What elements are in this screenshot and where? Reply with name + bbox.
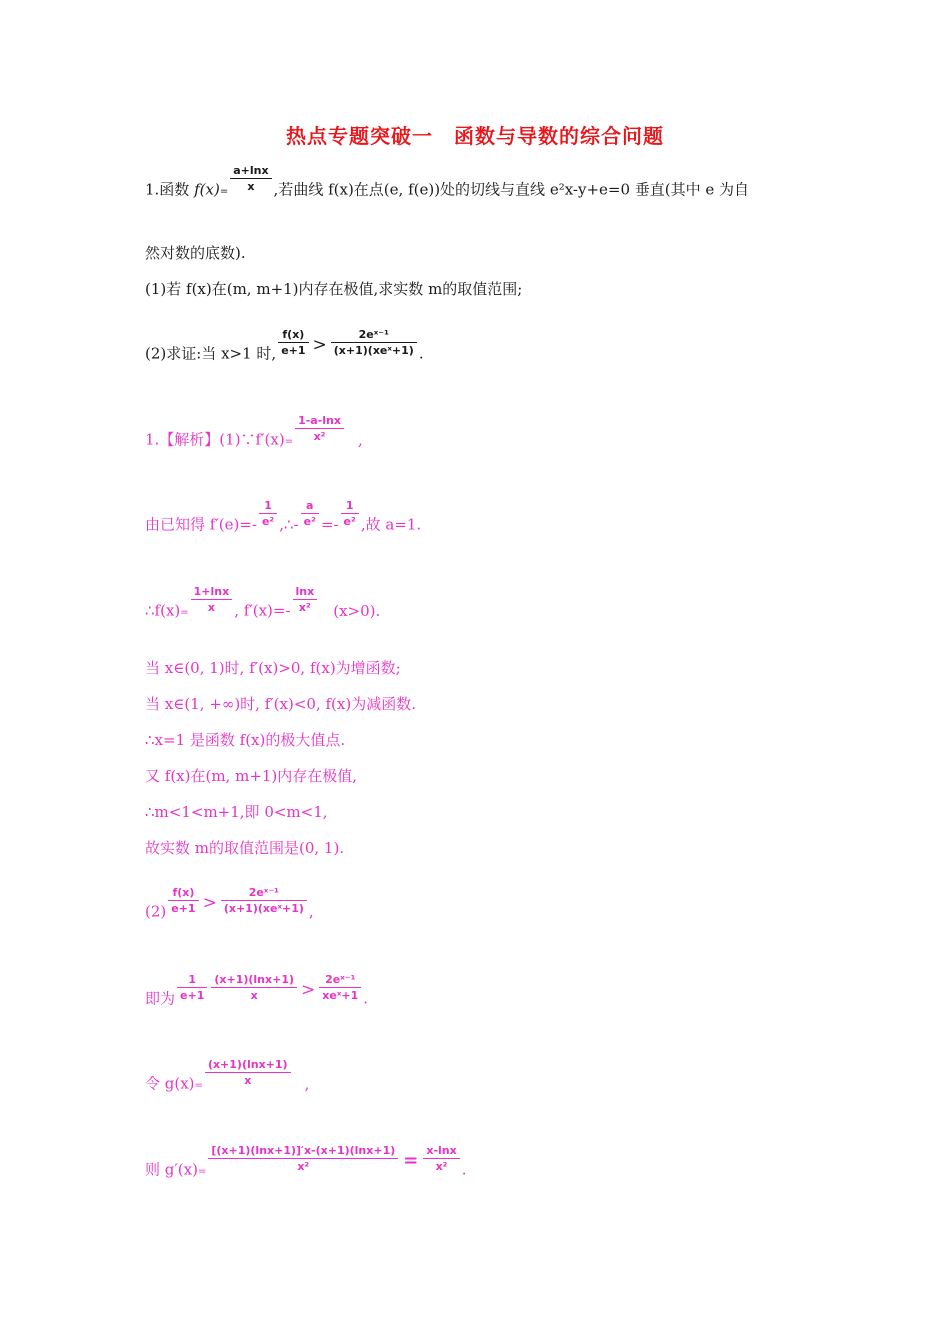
problem-part-1: (1)若 f(x)在(m, m+1)内存在极值,求实数 m的取值范围; [145,280,523,298]
text: , [357,430,363,449]
solution-line-3 [145,585,381,626]
denominator: x² [297,1160,310,1173]
problem-part-2 [145,328,424,369]
numerator: 1+lnx [191,585,233,600]
solution-line-13 [145,1144,467,1185]
fraction [205,1058,291,1087]
fraction [211,973,297,1002]
denominator: x² [313,430,326,443]
text: ∴f(x) [145,601,181,620]
problem-line-2: 然对数的底数). [145,244,246,262]
numerator: a+lnx [230,164,271,179]
text: 1.函数 [145,180,195,199]
solution-line-5: 当 x∈(1, +∞)时, f′(x)<0, f(x)为减函数. [145,695,416,713]
text: 即为 [145,989,176,1008]
fraction [208,1144,398,1173]
text: = [219,186,229,198]
fraction [331,328,417,357]
denominator: (x+1)(xeˣ+1) [223,902,304,915]
greater-than: > [202,892,217,913]
numerator: 2eˣ⁻¹ [331,328,417,343]
text: 令 g(x) [145,1074,195,1093]
denominator: x [250,989,258,1002]
text: ,若曲线 f(x)在点(e, f(e))处的切线与直线 e²x-y+e=0 垂直(其中 e 为自 [273,180,750,199]
fraction [301,499,319,528]
text: =- [320,515,339,534]
fraction [221,886,307,915]
denominator: e² [261,515,275,528]
fraction [191,585,233,614]
denominator: x² [435,1160,448,1173]
numerator: 1 [259,499,277,514]
solution-line-12 [145,1058,310,1099]
text: f(x) [194,180,220,199]
text: ,∴- [279,515,299,534]
text: , [308,902,314,921]
fraction [278,328,308,357]
fraction [168,886,198,915]
fraction [177,973,207,1002]
denominator: (x+1)(xeˣ+1) [333,344,414,357]
text: , f′(x)=- [234,601,291,620]
fraction [295,414,344,443]
problem-line-1 [145,164,750,205]
greater-than: > [312,334,327,355]
solution-line-7: 又 f(x)在(m, m+1)内存在极值, [145,767,358,785]
numerator: 2eˣ⁻¹ [319,973,361,988]
fraction [423,1144,459,1173]
text: 由已知得 f′(e)=- [145,515,257,534]
denominator: e² [303,515,316,528]
denominator: xeˣ+1 [322,989,359,1002]
text: 1.【解析】(1)∵f′(x) [145,430,285,449]
equals-sign: = [403,1149,419,1171]
solution-line-10 [145,886,314,927]
text: , [304,1074,310,1093]
numerator: a [301,499,319,514]
fraction [293,585,318,614]
numerator: (x+1)(lnx+1) [205,1058,291,1073]
numerator: 1 [177,973,207,988]
solution-line-11 [145,973,369,1014]
solution-line-4: 当 x∈(0, 1)时, f′(x)>0, f(x)为增函数; [145,659,401,677]
text: = [180,607,189,619]
text: . [461,1160,467,1179]
numerator: (x+1)(lnx+1) [211,973,297,988]
fraction [230,164,271,193]
denominator: x [207,601,215,614]
numerator: 1-a-lnx [295,414,344,429]
numerator: [(x+1)(lnx+1)]′x-(x+1)(lnx+1) [208,1144,398,1159]
numerator: x-lnx [423,1144,459,1159]
denominator: x [247,180,255,193]
text: (2) [145,902,167,921]
text: (2)求证:当 x>1 时, [145,344,277,363]
text: (x>0). [333,601,381,620]
numerator: lnx [293,585,318,600]
numerator: f(x) [278,328,308,343]
solution-line-8: ∴m<1<m+1,即 0<m<1, [145,803,328,821]
numerator: 2eˣ⁻¹ [221,886,307,901]
solution-line-9: 故实数 m的取值范围是(0, 1). [145,839,345,857]
text: = [194,1080,203,1092]
fraction [259,499,277,528]
solution-line-2 [145,499,422,540]
fraction [341,499,359,528]
denominator: e+1 [180,989,205,1002]
text: = [284,436,294,448]
denominator: e² [343,515,356,528]
denominator: e+1 [281,344,306,357]
solution-line-6: ∴x=1 是函数 f(x)的极大值点. [145,731,346,749]
denominator: e+1 [171,902,196,915]
text: = [197,1166,207,1178]
numerator: f(x) [168,886,198,901]
numerator: 1 [341,499,359,514]
fraction [319,973,361,1002]
page-title: 热点专题突破一 函数与导数的综合问题 [286,124,664,148]
text: . [363,989,369,1008]
text: ,故 a=1. [360,515,422,534]
greater-than: > [301,979,316,1000]
text: . [418,344,424,363]
denominator: x [244,1074,252,1087]
text: 则 g′(x) [145,1160,198,1179]
denominator: x² [298,601,311,614]
solution-line-1 [145,414,363,455]
